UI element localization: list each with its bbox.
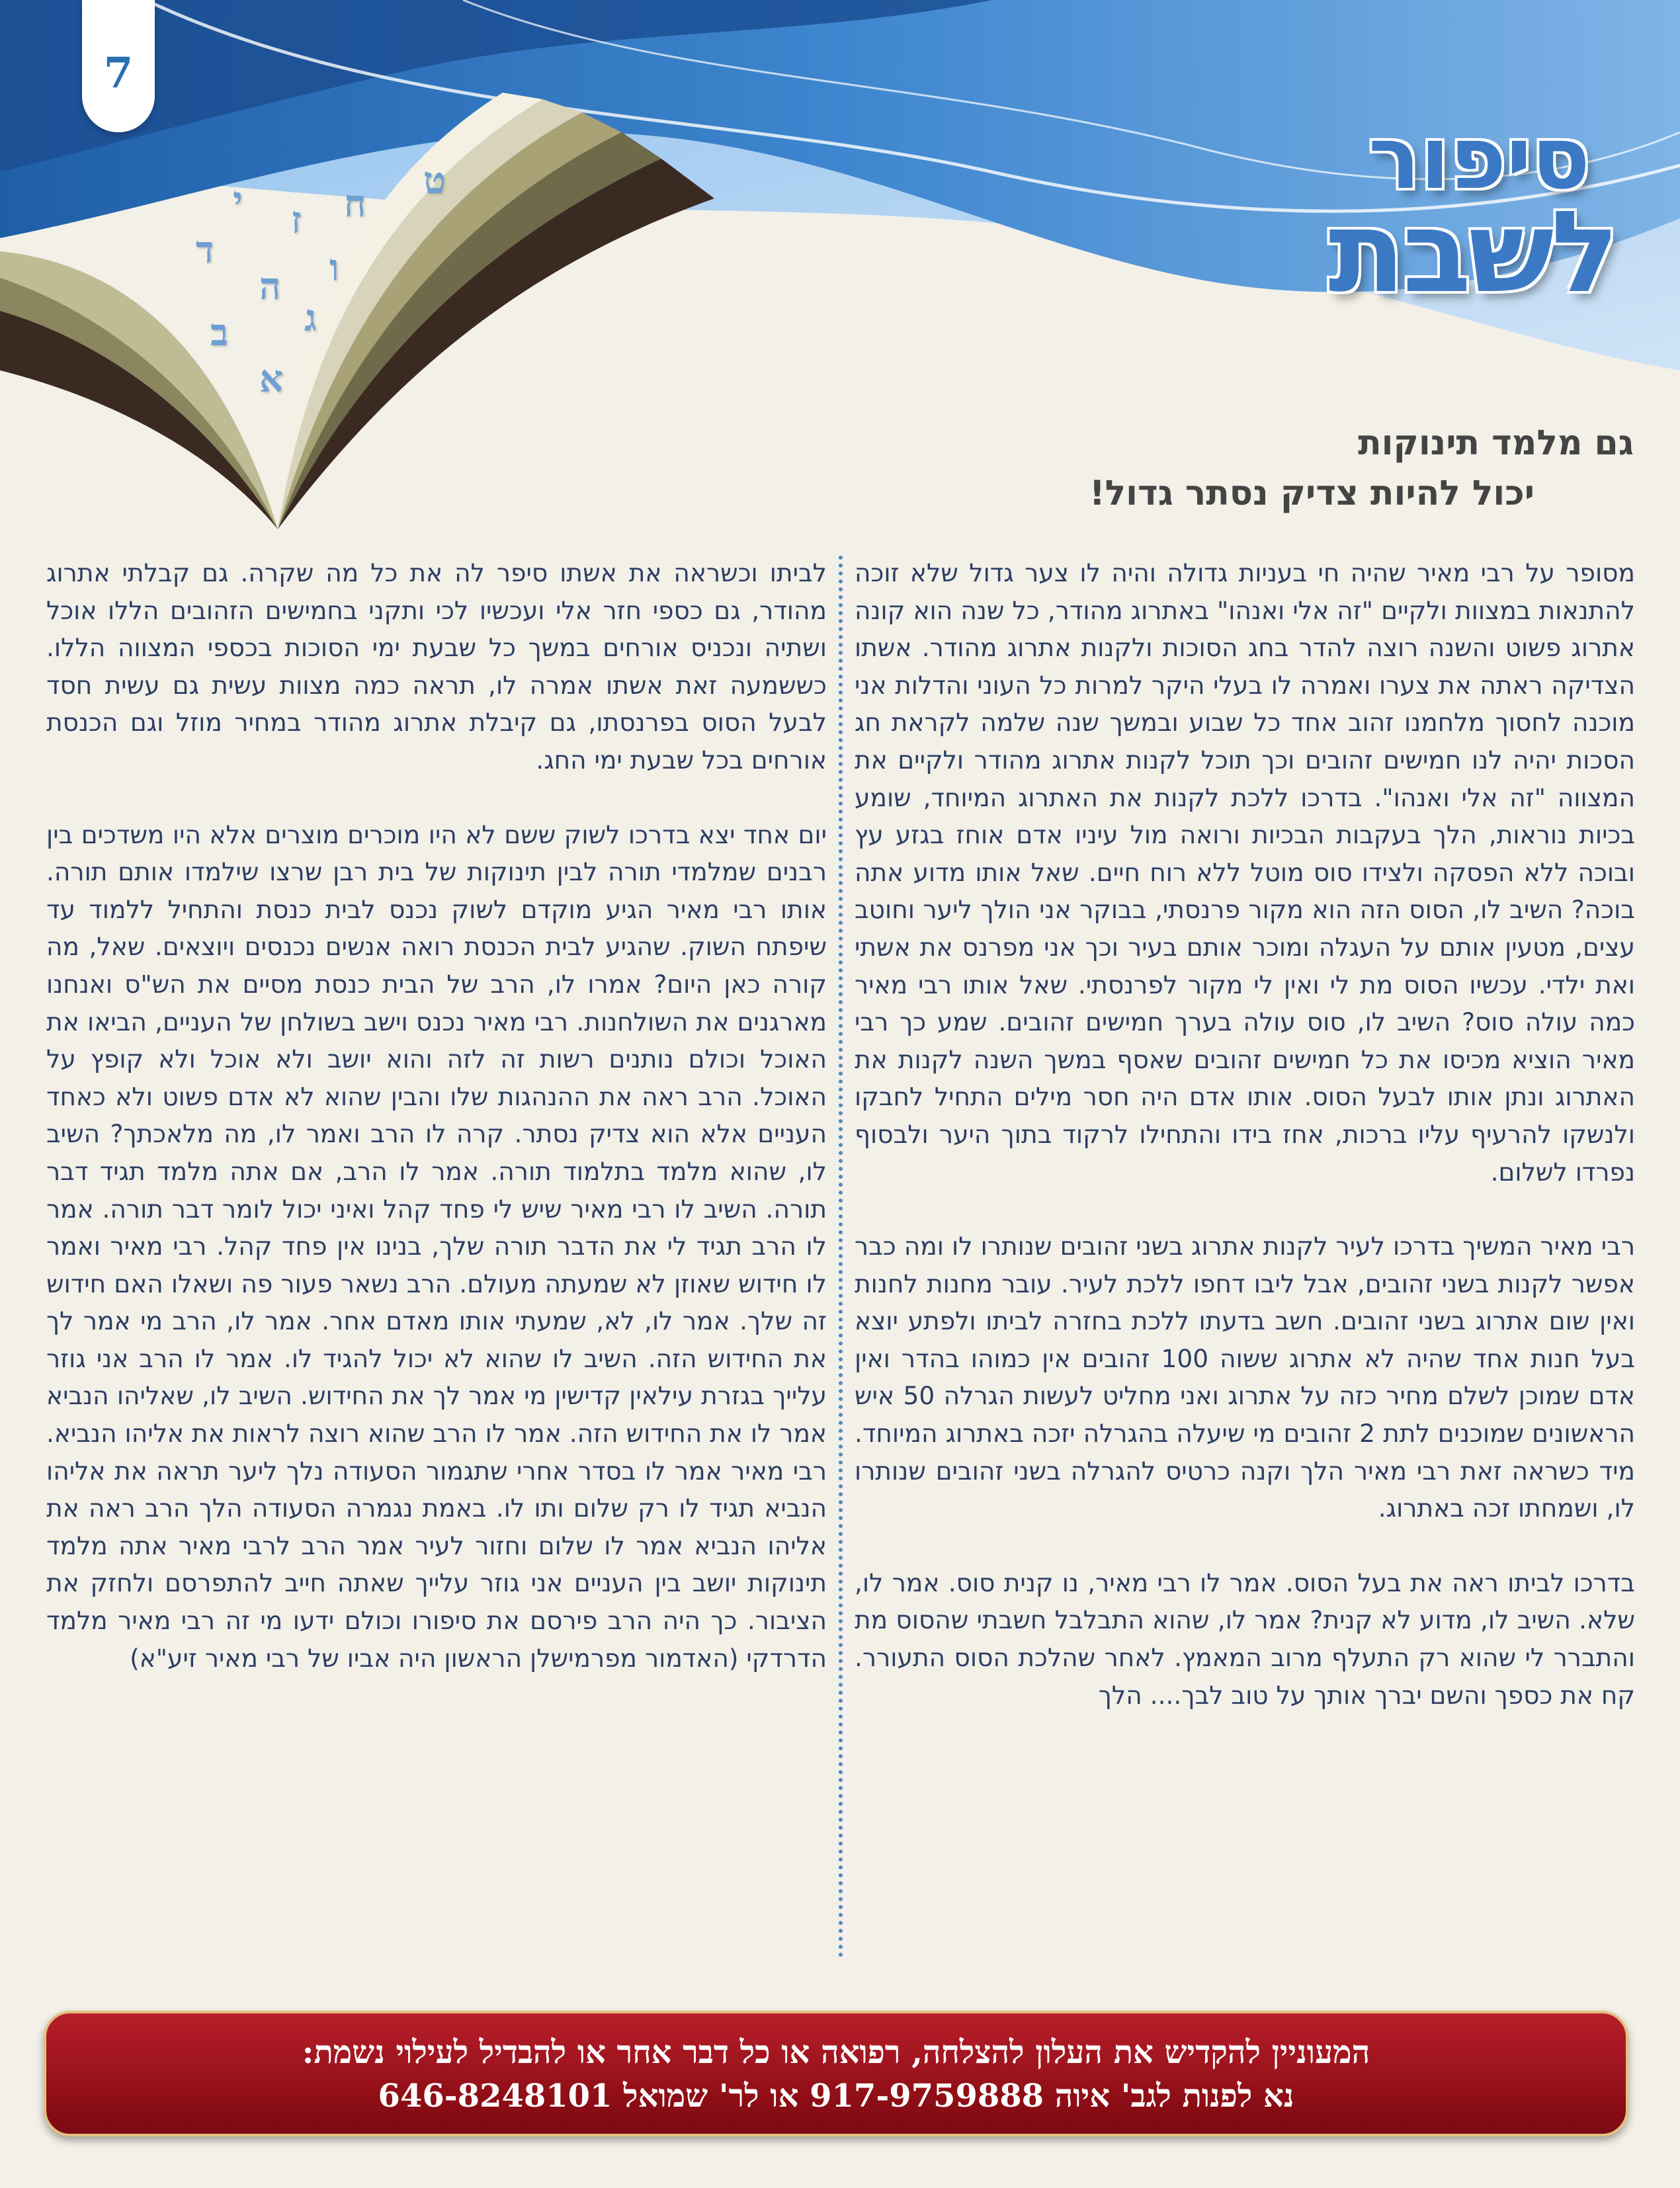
floating-letter: ג — [304, 296, 317, 340]
headline-line-2: יכול להיות צדיק נסתר גדול! — [1089, 474, 1534, 513]
headline-line-1: גם מלמד תינוקות — [1358, 423, 1634, 463]
banner-line-2: נא לפנות לגב' איוה 917-9759888 או לר' שמואל 646-8248101 — [378, 2078, 1294, 2115]
floating-letter: א — [259, 357, 283, 401]
article-column-left — [46, 554, 827, 1957]
article-column-right — [855, 554, 1635, 1957]
floating-letter: ט — [423, 159, 446, 202]
page-number: 7 — [82, 0, 155, 132]
logo-line-1: סיפור — [1368, 108, 1590, 208]
dedication-banner — [44, 2011, 1628, 2136]
article-paragraph: רבי מאיר המשיך בדרכו לעיר לקנות אתרוג בשני זהובים שנותרו לו ומה כבר אפשר לקנות בשני זהובים, אבל ליבו דחפו ללכת לעיר. עובר מחנות לחנות ואין שום אתרוג בשני זהובים. חשב בדעתו ללכת בחזרה לביתו ולפתע יוצא בעל חנות אחד שהיה לא אתרוג ששוה 100 זהובים אין כמוהו בהדר ואין אדם שמוכן לשלם מחיר כזה על אתרוג ואני מחליט לעשות הגרלה 50 איש הראשונים שמוכנים לתת 2 זהובים מי שיעלה בהגרלה יזכה באתרוג המיוחד. מיד כשראה זאת רבי מאיר הלך וקנה כרטיס להגרלה בשני זהובים שנותרו לו, ושמחתו זכה באתרוג. — [855, 1232, 1635, 1523]
floating-letter: י — [233, 179, 243, 222]
floating-letter: ב — [210, 311, 228, 355]
logo-line-2: לשבת — [1328, 187, 1617, 318]
floating-letter: ד — [196, 228, 214, 272]
article-paragraph: יום אחד יצא בדרכו לשוק ששם לא היו מוכרים מוצרים אלא היו משדכים בין רבנים שמלמדי תורה לבין תינוקות של בית רבן שרצו שילמדו אותם תורה. אותו רבי מאיר הגיע מוקדם לשוק נכנס לבית כנסת והתחיל ללמוד עד שיפתח השוק. שהגיע לבית הכנסת רואה אנשים נכנסים ויוצאים. שאל, מה קורה כאן היום? אמרו לו, הרב של הבית כנסת מסיים את הש"ס ואנחנו מארגנים את השולחנות. רבי מאיר נכנס וישב בשולחן של העניים, הביאו את האוכל וכולם נותנים רשות זה לזה והוא יושב ולא אוכל ולא קופץ על האוכל. הרב ראה את ההנהגות שלו והבין שהוא לא אדם פשוט ולא כאחד העניים אלא הוא צדיק נסתר. קרה לו הרב ואמר לו, מה מלאכתך? השיב לו, שהוא מלמד בתלמוד תורה. אמר לו הרב, אם אתה מלמד תגיד דבר תורה. השיב לו רבי מאיר שיש לי פחד קהל ואיני יכול לומר דבר תורה. אמר לו הרב תגיד לי את הדבר תורה שלך, בנינו אין פחד קהל. רבי מאיר ואמר לו חידוש שאוזן לא שמעתה מעולם. הרב נשאר פעור פה ושאלו האם חידוש זה שלך. אמר לו, לא, שמעתי אותו מאדם אחר. אמר לו, הרב מי אמר לך את החידוש הזה. השיב לו שהוא לא יכול להגיד לו. אמר לו הרב אני גוזר עלייך בגזרת עילאין קדישין מי אמר לך את החידוש. השיב לו, שאליהו הנביא אמר לו את החידוש הזה. אמר לו הרב שהוא רוצה לראות את אליהו הנביא. רבי מאיר אמר לו בסדר אחרי שתגמור הסעודה נלך ליער תראה את אליהו הנביא תגיד לו רק שלום ותו לו. באמת נגמרה הסעודה הלך הרב ראה את אליהו הנביא אמר לו שלום וחזור לעיר אמר הרב לרבי מאיר אתה מלמד תינוקות יושב בין העניים אני גוזר עלייך שאתה חייב להתפרסם ולחזק את הציבור. כך היה הרב פירסם את סיפורו וכולם ידעו מי זה רבי מאיר מלמד הדרדקי (האדמור מפרמישלן הראשון היה אביו של רבי מאיר זיע"א) — [46, 820, 827, 1673]
article-paragraph: מסופר על רבי מאיר שהיה חי בעניות גדולה והיה לו צער גדול שלא זוכה להתנאות במצוות ולקיים "זה אלי ואנהו" באתרוג מהודר, כל שנה הוא קונה אתרוג פשוט והשנה רוצה להדר בחג הסוכות ולקנות אתרוג מהודר. אשתו הצדיקה ראתה את צערו ואמרה לו בעלי היקר למרות כל העוני והדלות אני מוכנה לחסוך מלחמנו זהוב אחד כל שבוע ובמשך שנה שלמה לקראת חג הסכות יהיה לנו חמישים זהובים וכך תוכל לקנות אתרוג מהודר ולקיים את המצווה "זה אלי ואנהו". בדרכו ללכת לקנות את האתרוג המיוחד, שומע בכיות נוראות, הלך בעקבות הבכיות ורואה מול עיניו אדם אוחז בגזע עץ ובוכה ללא הפסקה ולצידו סוס מוטל ללא רוח חיים. שאל אותו מדוע אתה בוכה? השיב לו, הסוס הזה הוא מקור פרנסתי, בבוקר אני הולך ליער וחוטב עצים, מטעין אותם על העגלה ומוכר אותם בעיר וכך אני מפרנס את אשתי ואת ילדי. עכשיו הסוס מת לי ואין לי מקור לפרנסתי. שאל אותו רבי מאיר כמה עולה סוס? השיב לו, סוס עולה בערך חמישים זהובים. שמע כך רבי מאיר הוציא מכיסו את כל חמישים זהובים שאסף במשך השנה לקנות את האתרוג ונתן אותו לבעל הסוס. אותו אדם היה חסר מילים התחיל לחבקו ולנשקו להרעיף עליו ברכות, אחז בידו והתחילו לרקוד בתוך היער ולבסוף נפרדו לשלום. — [855, 558, 1635, 1187]
floating-letter: ח — [344, 182, 366, 226]
column-divider — [839, 556, 843, 1958]
floating-letter: ה — [259, 265, 281, 308]
article-headline — [1089, 418, 1634, 519]
article-paragraph: לביתו וכשראה את אשתו סיפר לה את כל מה שקרה. גם קבלתי אתרוג מהודר, גם כספי חזר אלי ועכשיו לכי ותקני בחמישים הזהובים הללו אוכל ושתיה ונכניס אורחים במשך כל שבעת ימי הסוכות בכספי המצווה הללו. כששמעה זאת אשתו אמרה לו, תראה כמה מצוות עשית גם עשית חסד לבעל הסוס בפרנסתו, גם קיבלת אתרוג מהודר במחיר מוזל וגם הכנסת אורחים בכל שבעת ימי החג. — [46, 558, 827, 775]
floating-letter: ז — [291, 198, 302, 242]
banner-line-1: המעוניין להקדיש את העלון להצלחה, רפואה או כל דבר אחר או להבדיל לעילוי נשמת: — [302, 2034, 1370, 2071]
article-paragraph: בדרכו לביתו ראה את בעל הסוס. אמר לו רבי מאיר, נו קנית סוס. אמר לו, שלא. השיב לו, מדוע לא קנית? אמר לו, שהוא התבלבל חשבתי שהסוס מת והתברר לי שהוא רק התעלף מרוב המאמץ. לאחר שהלכת הסוס התעורר. קח את כספך והשם יברך אותך על טוב לבך.... הלך — [855, 1568, 1635, 1710]
publication-logo — [1246, 108, 1617, 318]
floating-letter: ו — [329, 246, 339, 290]
